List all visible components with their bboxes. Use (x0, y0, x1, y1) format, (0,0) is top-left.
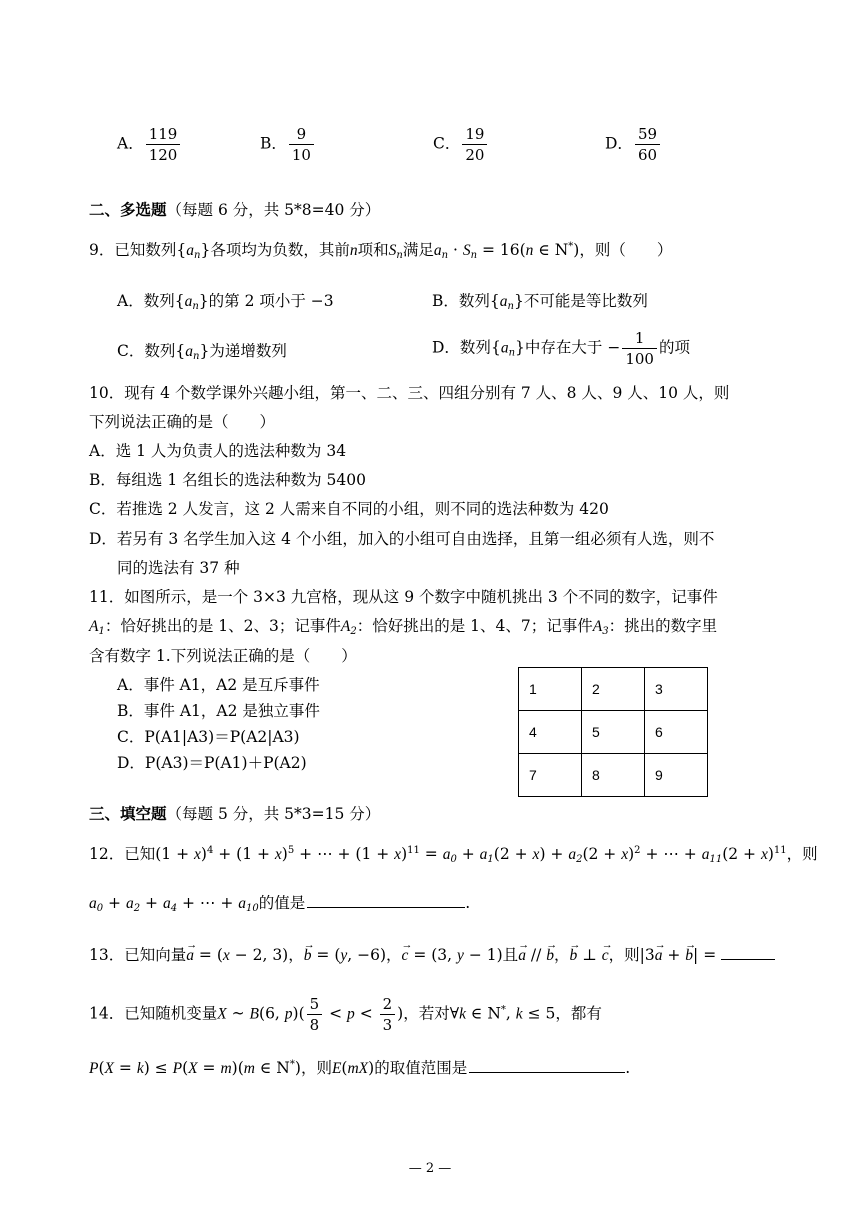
q11-option-a: A．事件 A1，A2 是互斥事件 (117, 676, 320, 694)
answer-blank[interactable] (721, 945, 775, 960)
q8-option-d: D． $\frac{59}{60}$ (605, 124, 662, 165)
grid-cell: 6 (645, 711, 708, 754)
grid-cell: 8 (582, 754, 645, 797)
q10-option-a: A．选 1 人为负责人的选法种数为 34 (89, 442, 347, 460)
q10-option-b: B．每组选 1 名组长的选法种数为 5400 (89, 471, 366, 489)
q10-line1: 10．现有 4 个数学课外兴趣小组，第一、二、三、四组分别有 7 人、8 人、9 人、10 人，则 (89, 384, 730, 402)
grid-cell: 2 (582, 668, 645, 711)
grid-cell: 9 (645, 754, 708, 797)
answer-blank[interactable] (469, 1058, 625, 1073)
section3-heading: 三、填空题（每题 5 分，共 5*3=15 分） (89, 804, 381, 823)
grid-cell: 5 (582, 711, 645, 754)
section2-heading: 二、多选题（每题 6 分，共 5*8=40 分） (89, 200, 381, 219)
answer-blank[interactable] (307, 893, 465, 908)
q12-line1: 12．已知$(1 + x)^4 + (1 + x)^5$ + ⋯ + $(1 + x)^{11} = a_0 + a_1(2 + x) + a_2(2 + x)^2$ + ⋯ + $a_{11}(2 + x)^{11}$，则 (89, 845, 818, 865)
q11-line3: 含有数字 1.下列说法正确的是（ ） (89, 647, 357, 665)
q11-option-c: C．P(A1|A3)＝P(A2|A3) (117, 728, 300, 746)
grid-cell: 1 (519, 668, 582, 711)
q13-line: 13．已知向量→ a = (x − 2, 3)，→ b = (y, −6)，→ c = (3, y − 1)且→ a // → b，→ b ⊥ → c，则|3→ a + → b| = (89, 944, 775, 967)
q14-line2: P(X = k) ≤ P(X = m)(m ∈ N*)，则E(mX)的取值范围是 . (89, 1059, 631, 1077)
q11-line2: $A_1$：恰好挑出的是 1、2、3；记事件$A_2$：恰好挑出的是 1、4、7；记事件$A_3$：挑出的数字里 (89, 617, 718, 637)
q9-stem: 9．已知数列$\{a_n\}$各项均为负数，其前n项和$S_n$满足$a_n \cdot S_n = 16(n$ ∈ N*)，则（ ） (89, 241, 673, 261)
q9-option-a: A．数列$\{a_n\}$的第 2 项小于 −3 (117, 292, 334, 312)
q11-option-b: B．事件 A1，A2 是独立事件 (117, 702, 320, 720)
q8-option-b: B． $\frac{9}{10}$ (260, 124, 316, 165)
page-number: — 2 — (408, 1161, 452, 1176)
q10-line2: 下列说法正确的是（ ） (89, 413, 276, 431)
q12-line2: $a_0 + a_2 + a_4$ + ⋯ + $a_{10}$的值是 . (89, 894, 471, 914)
q14-line1: 14．已知随机变量X ~ B(6, p)( $\frac{5}{8}$ < p < $\frac{2}{3}$ )，若对∀k ∈ N*, k ≤ 5，都有 (89, 995, 602, 1034)
q8-option-a: A． $\frac{119}{120}$ (117, 124, 182, 165)
grid-cell: 4 (519, 711, 582, 754)
q10-option-d-line1: D．若另有 3 名学生加入这 4 个小组，加入的小组可自由选择，且第一组必须有人选，则不 (89, 530, 715, 548)
grid-cell: 3 (645, 668, 708, 711)
nine-grid (518, 667, 708, 797)
q11-line1: 11．如图所示，是一个 3×3 九宫格，现从这 9 个数字中随机挑出 3 个不同的数字，记事件 (89, 588, 718, 606)
q9-option-c: C．数列$\{a_n\}$为递增数列 (117, 342, 287, 362)
grid-cell: 7 (519, 754, 582, 797)
q10-option-d-line2: 同的选法有 37 种 (117, 559, 240, 577)
q10-option-c: C．若推选 2 人发言，这 2 人需来自不同的小组，则不同的选法种数为 420 (89, 500, 609, 518)
q8-option-c: C． $\frac{19}{20}$ (433, 124, 489, 165)
q9-option-b: B．数列$\{a_n\}$不可能是等比数列 (432, 292, 648, 312)
q9-option-d: D．数列$\{a_n\}$中存在大于 − $\frac{1}{100}$ 的项 (432, 329, 690, 368)
q11-option-d: D．P(A3)＝P(A1)＋P(A2) (117, 754, 307, 772)
